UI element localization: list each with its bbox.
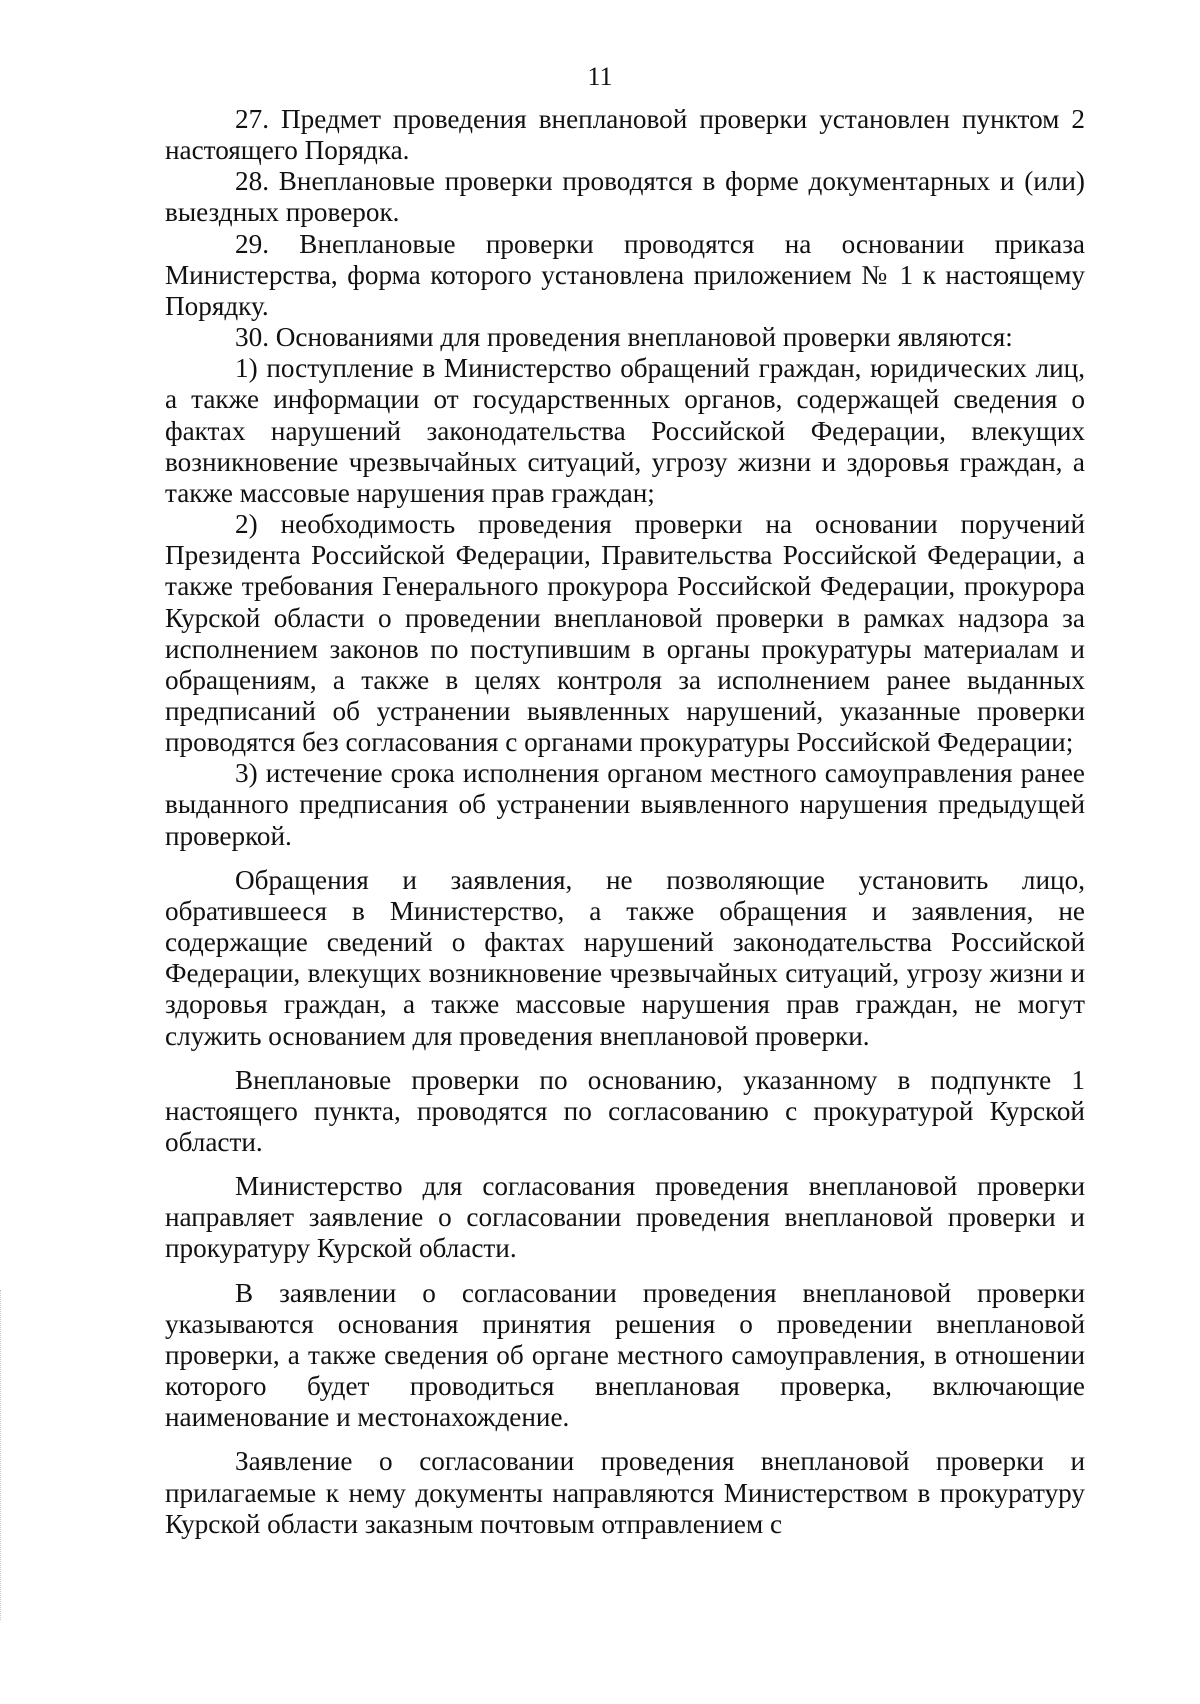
page-number: 11 xyxy=(587,62,613,91)
paragraph-appeals: Обращения и заявления, не позволяющие установить лицо, обратившееся в Министерство, а также обращения и заявления, не содержащие сведений о фактах нарушений законодательства Российской Федерации, влекущих возникновение чрезвычайных ситуаций, угрозу жизни и здоровья граждан, а также массовые нарушения прав граждан, не могут служить основанием для проведения внеплановой проверки. xyxy=(165,864,1085,1051)
subparagraph-2: 2) необходимость проведения проверки на основании поручений Президента Российской Федерации, Правительства Российской Федерации, а также требования Генерального прокурора Российской Федерации, прокурора Курской области о проведении внеплановой проверки в рамках надзора за исполнением законов по поступившим в органы прокуратуры материалам и обращениям, а также в целях контроля за исполнением ранее выданных предписаний об устранении выявленных нарушений, указанные проверки проводятся без согласования с органами прокуратуры Российской Федерации; xyxy=(165,509,1085,758)
paragraph-agreement-request: Министерство для согласования проведения внеплановой проверки направляет заявление о согласовании проведения внеплановой проверки и прокуратуру Курской области. xyxy=(165,1171,1085,1264)
subparagraph-3: 3) истечение срока исполнения органом местного самоуправления ранее выданного предписания об устранении выявленного нарушения предыдущей проверкой. xyxy=(165,758,1085,851)
paragraph-28: 28. Внеплановые проверки проводятся в форме документарных и (или) выездных проверок. xyxy=(165,166,1085,228)
subparagraph-1: 1) поступление в Министерство обращений граждан, юридических лиц, а также информации от государственных органов, содержащей сведения о фактах нарушений законодательства Российской Федерации, влекущих возникновение чрезвычайных ситуаций, угрозу жизни и здоровья граждан, а также массовые нарушения прав граждан; xyxy=(165,353,1085,508)
paragraph-agreement-basis: Внеплановые проверки по основанию, указанному в подпункте 1 настоящего пункта, проводятся по согласованию с прокуратурой Курской области. xyxy=(165,1064,1085,1157)
paragraph-request-sending: Заявление о согласовании проведения внеплановой проверки и прилагаемые к нему документы направляются Министерством в прокуратуру Курской области заказным почтовым отправлением с xyxy=(165,1446,1085,1539)
paragraph-29: 29. Внеплановые проверки проводятся на основании приказа Министерства, форма которого установлена приложением № 1 к настоящему Порядку. xyxy=(165,228,1085,321)
paragraph-27: 27. Предмет проведения внеплановой проверки установлен пунктом 2 настоящего Порядка. xyxy=(165,104,1085,166)
scan-edge-marks xyxy=(0,1290,5,1620)
document-body xyxy=(165,104,1085,1540)
paragraph-30: 30. Основаниями для проведения внеплановой проверки являются: xyxy=(235,322,1013,353)
paragraph-request-contents: В заявлении о согласовании проведения внеплановой проверки указываются основания принятия решения о проведении внеплановой проверки, а также сведения об органе местного самоуправления, в отношении которого будет проводиться внеплановая проверка, включающие наименование и местонахождение. xyxy=(165,1277,1085,1433)
